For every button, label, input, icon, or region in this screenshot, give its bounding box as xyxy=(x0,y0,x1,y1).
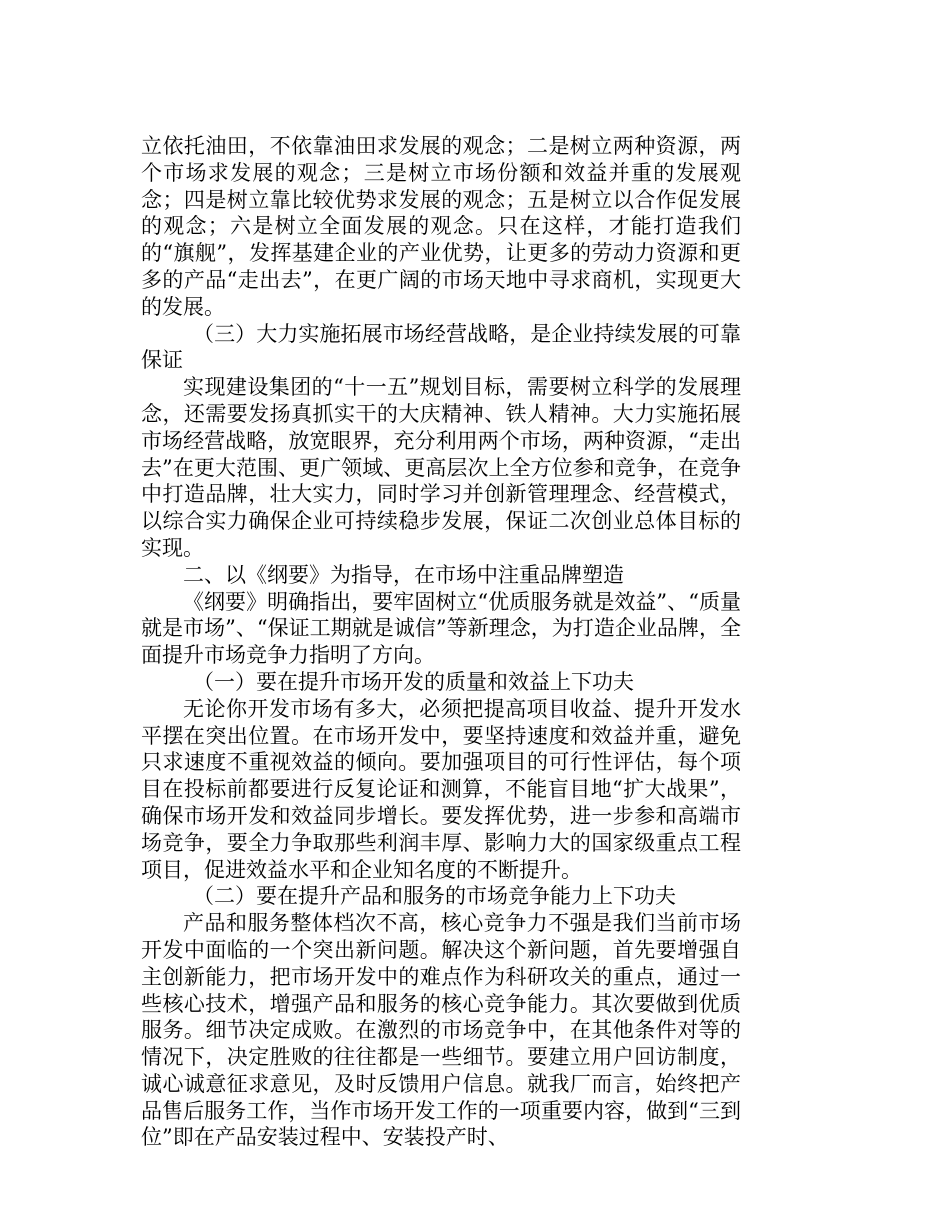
paragraph-continuation: 立依托油田，不依靠油田求发展的观念；二是树立两种资源，两个市场求发展的观念；三是树立市场份额和效益并重的发展观念；四是树立靠比较优势求发展的观念；五是树立以合作促发展的观念；六是树立全面发展的观念。只在这样，才能打造我们的“旗舰”，发挥基建企业的产业优势，让更多的劳动力资源和更多的产品“走出去”，在更广阔的市场天地中寻求商机，实现更大的发展。 xyxy=(141,134,741,319)
paragraph: 《纲要》明确指出，要牢固树立“优质服务就是效益”、“质量就是市场”、“保证工期就是诚信”等新理念，为打造企业品牌，全面提升市场竞争力指明了方向。 xyxy=(141,589,741,668)
document-body xyxy=(141,133,741,1151)
subsection-heading-1: （一）要在提升市场开发的质量和效益上下功夫 xyxy=(193,669,634,694)
paragraph: 无论你开发市场有多大，必须把提高项目收益、提升开发水平摆在突出位置。在市场开发中，要坚持速度和效益并重，避免只求速度不重视效益的倾向。要加强项目的可行性评估，每个项目在投标前都要进行反复论证和测算，不能盲目地“扩大战果”，确保市场开发和效益同步增长。要发挥优势，进一步参和高端市场竞争，要全力争取那些利润丰厚、影响力大的国家级重点工程项目，促进效益水平和企业知名度的不断提升。 xyxy=(141,696,741,882)
paragraph: 实现建设集团的“十一五”规划目标，需要树立科学的发展理念，还需要发扬真抓实干的大庆精神、铁人精神。大力实施拓展市场经营战略，放宽眼界，充分利用两个市场，两种资源，“走出去”在更大范围、更广领域、更高层次上全方位参和竞争，在竞争中打造品牌，壮大实力，同时学习并创新管理理念、经营模式，以综合实力确保企业可持续稳步发展，保证二次创业总体目标的实现。 xyxy=(141,375,741,560)
subsection-heading-2: （二）要在提升产品和服务的市场竞争能力上下功夫 xyxy=(193,884,676,909)
section-heading-3: （三）大力实施拓展市场经营战略，是企业持续发展的可靠保证 xyxy=(141,321,741,373)
section-heading-2: 二、以《纲要》为指导，在市场中注重品牌塑造 xyxy=(183,562,624,587)
paragraph: 产品和服务整体档次不高，核心竞争力不强是我们当前市场开发中面临的一个突出新问题。解决这个新问题，首先要增强自主创新能力，把市场开发中的难点作为科研攻关的重点，通过一些核心技术，增强产品和服务的核心竞争能力。其次要做到优质服务。细节决定成败。在激烈的市场竞争中，在其他条件对等的情况下，决定胜败的往往都是一些细节。要建立用户回访制度，诚心诚意征求意见，及时反馈用户信息。就我厂而言，始终把产品售后服务工作，当作市场开发工作的一项重要内容，做到“三到位”即在产品安装过程中、安装投产时、 xyxy=(141,911,741,1150)
